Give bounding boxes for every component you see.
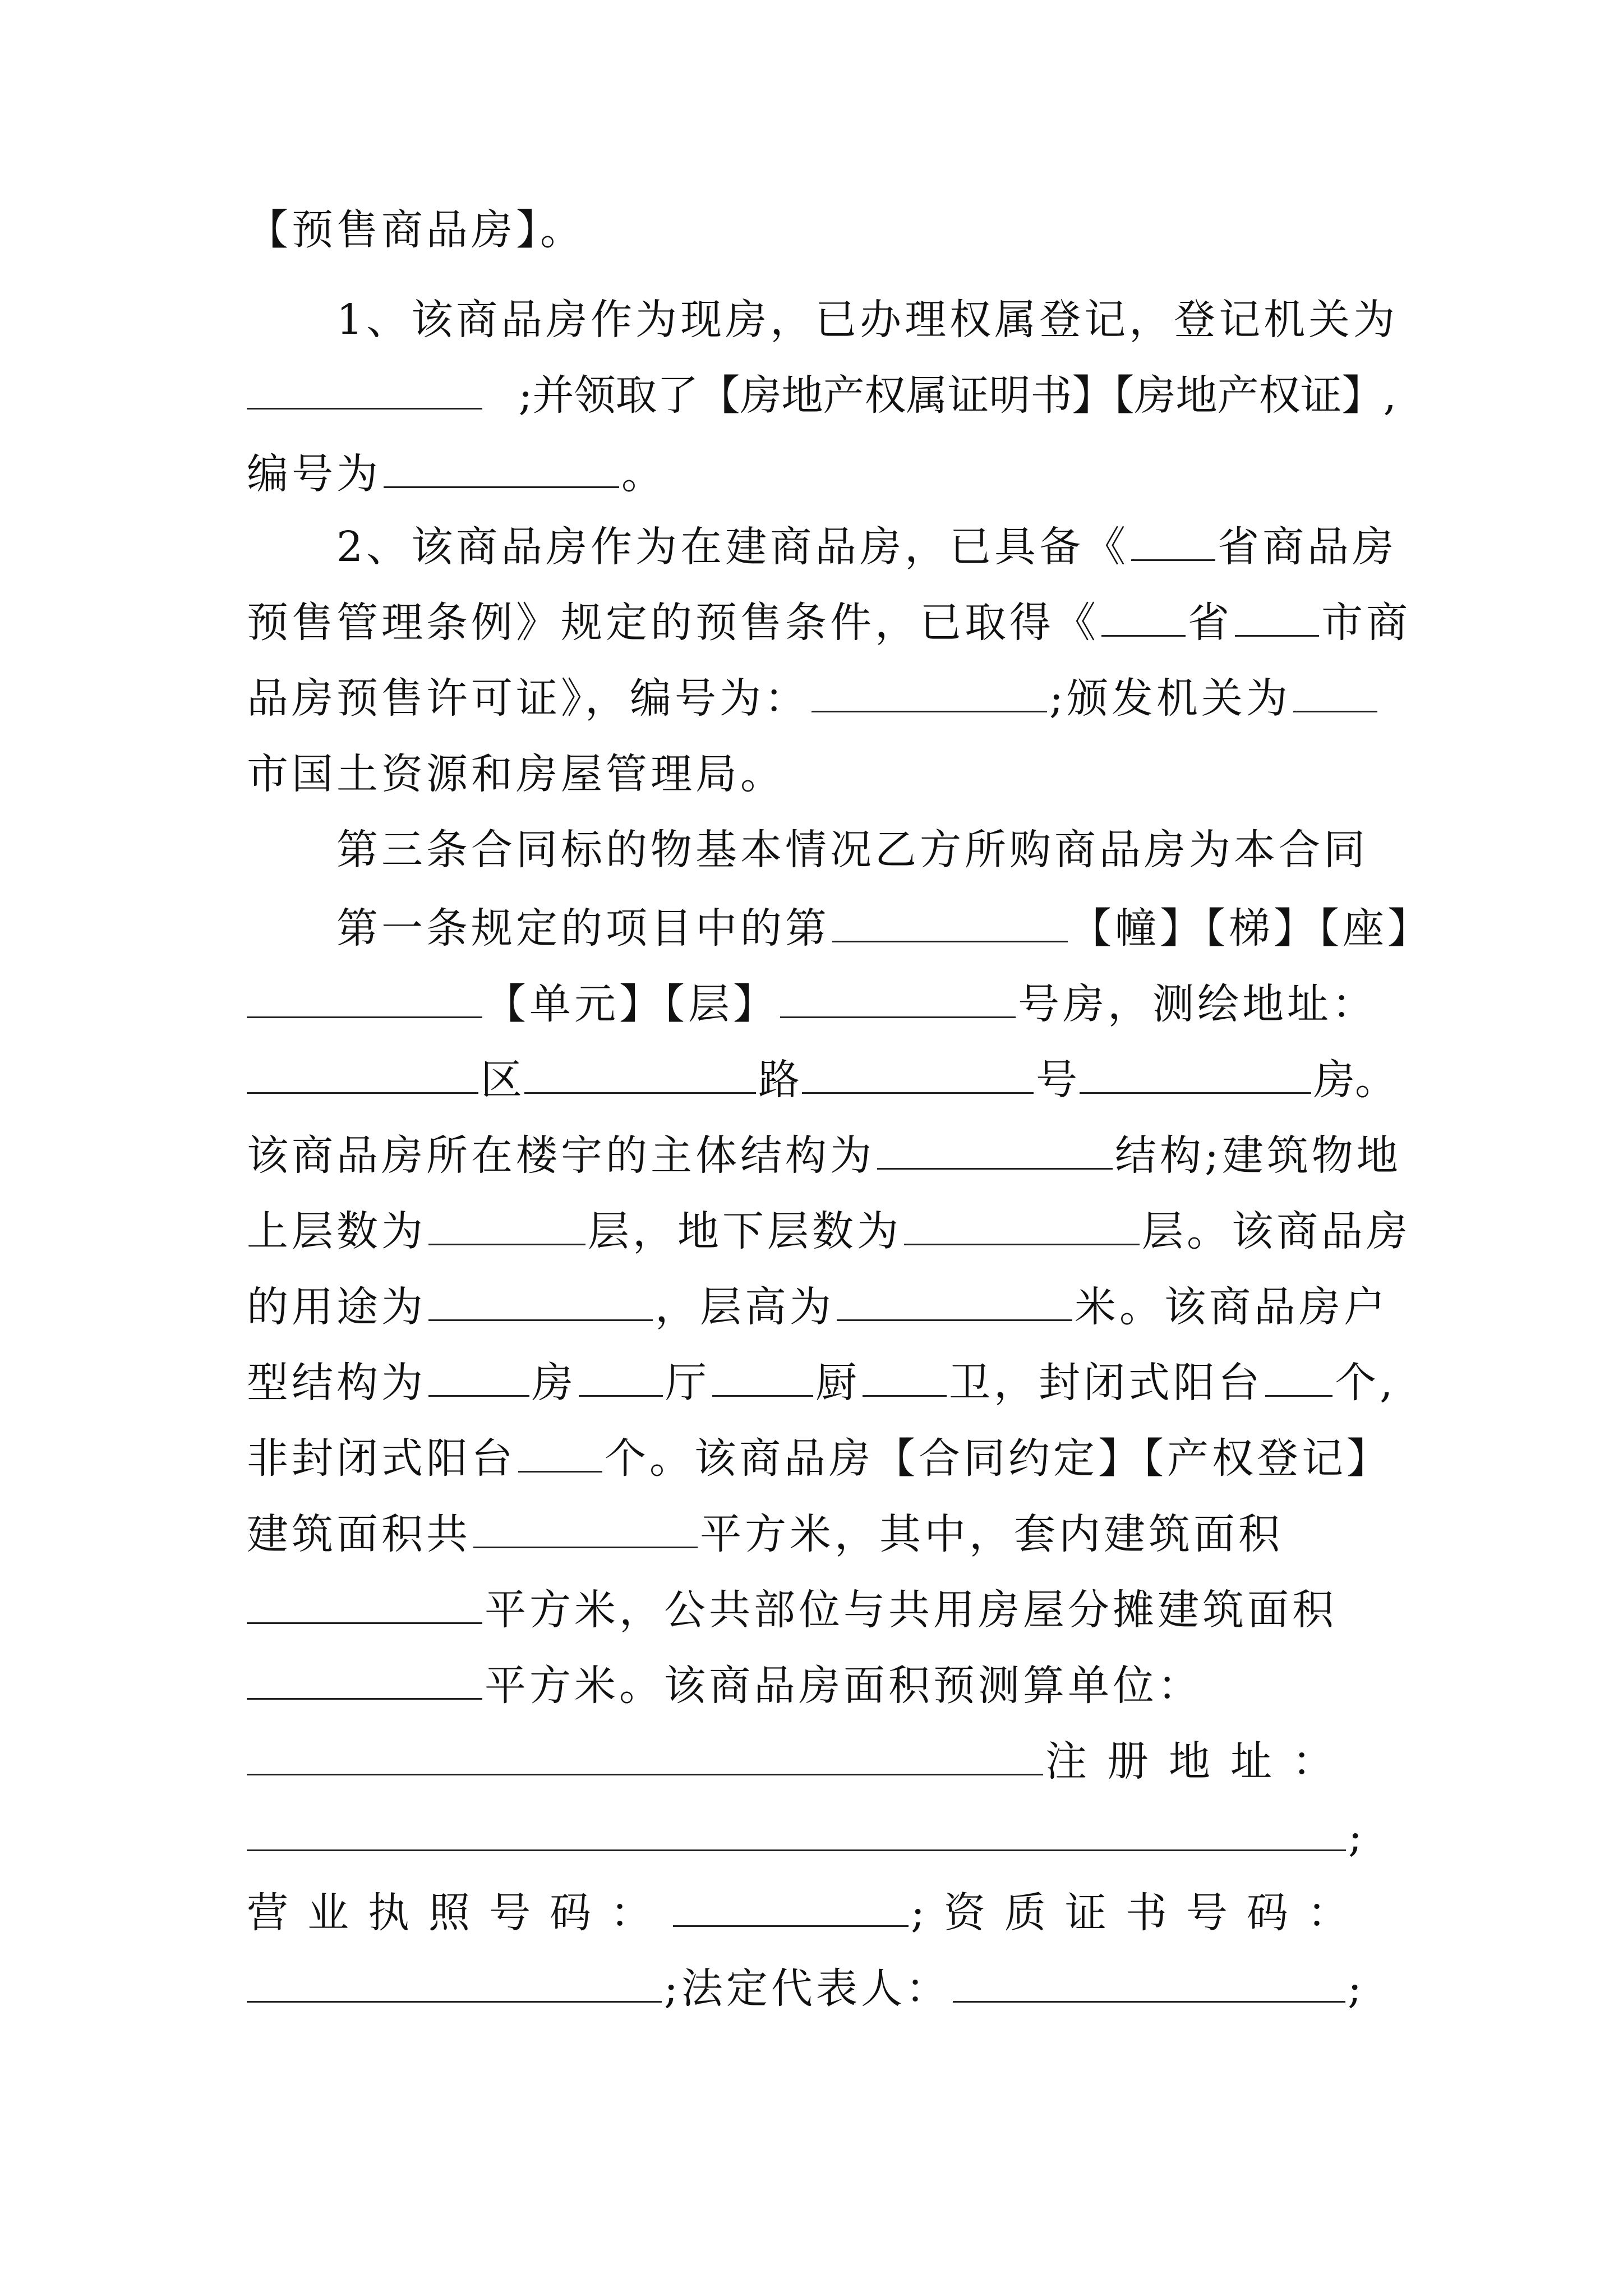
- fill-blank: [247, 374, 482, 409]
- fill-blank: [1080, 1059, 1311, 1094]
- fill-blank: [247, 1816, 1346, 1851]
- fill-blank: [524, 1059, 756, 1094]
- fill-blank: [1131, 526, 1215, 561]
- fill-blank: [673, 1892, 909, 1927]
- text-line: 编号为 。: [247, 450, 666, 498]
- fill-blank: [780, 983, 1016, 1018]
- fill-blank: [1293, 677, 1377, 712]
- fill-blank: [247, 983, 482, 1018]
- text-line: 区 路 号 房。: [247, 1049, 1396, 1111]
- text-line: 该商品房所在楼宇的主体结构为 结构;建筑物地: [247, 1131, 1401, 1180]
- text-line: 【预售商品房】。: [247, 206, 585, 254]
- text-line: 平方米。该商品房面积预测算单位：: [247, 1655, 1396, 1717]
- text-line: 型结构为 房 厅 厨 卫，封闭式阳台 个,: [247, 1359, 1396, 1407]
- fill-blank: [877, 1134, 1113, 1170]
- fill-blank: [428, 1210, 585, 1245]
- text-line: 第三条合同标的物基本情况乙方所购商品房为本合同: [336, 826, 1368, 874]
- text-line: 品房预售许可证》，编号为： ;颁发机关为: [247, 668, 1396, 729]
- fill-blank: [1265, 1361, 1332, 1397]
- text-line: 预售管理条例》规定的预售条件，已取得《 省 市商: [247, 599, 1411, 647]
- fill-blank: [811, 677, 1047, 712]
- fill-blank: [863, 1361, 947, 1397]
- fill-blank: [837, 1286, 1072, 1321]
- fill-blank: [247, 1967, 662, 2003]
- fill-blank: [904, 1210, 1140, 1245]
- text-line: 非封闭式阳台 个。该商品房【合同约定】【产权登记】: [247, 1434, 1391, 1483]
- text-line: 市国土资源和房屋管理局。: [247, 750, 785, 798]
- fill-blank: [384, 453, 619, 488]
- fill-blank: [802, 1059, 1034, 1094]
- text-line: 建筑面积共 平方米，其中，套内建筑面积: [247, 1510, 1283, 1558]
- fill-blank: [1101, 601, 1186, 637]
- fill-blank: [247, 1664, 482, 1700]
- fill-blank: [428, 1286, 653, 1321]
- text-line: ;并领取了【房地产权属证明书】【房地产权证】,: [247, 365, 1396, 426]
- text-line: 注册地址：: [247, 1731, 1396, 1792]
- fill-blank: [953, 1967, 1345, 2003]
- fill-blank: [247, 1059, 478, 1094]
- fill-blank: [428, 1361, 529, 1397]
- text-line: 上层数为 层，地下层数为 层。该商品房: [247, 1207, 1411, 1255]
- text-line: 1、该商品房作为现房，已办理权属登记，登记机关为: [336, 296, 1399, 344]
- text-line: ;法定代表人： ;: [247, 1958, 1396, 2019]
- text-line: 营业执照号码： ;资质证书号码：: [247, 1889, 1368, 1937]
- text-line: ;: [247, 1806, 1396, 1868]
- fill-blank: [712, 1361, 813, 1397]
- fill-blank: [1235, 601, 1319, 637]
- text-line: 平方米，公共部位与共用房屋分摊建筑面积: [247, 1579, 1396, 1641]
- text-line: 2、该商品房作为在建商品房，已具备《 省商品房: [336, 523, 1398, 571]
- fill-blank: [247, 1589, 482, 1624]
- text-line: 的用途为 ，层高为 米。该商品房户: [247, 1283, 1389, 1331]
- fill-blank: [473, 1513, 698, 1548]
- text-line: 【单元】【层】 号房，测绘地址：: [247, 973, 1396, 1035]
- fill-blank: [579, 1361, 663, 1397]
- fill-blank: [247, 1740, 1043, 1775]
- text-line: 第一条规定的项目中的第 【幢】【梯】【座】: [336, 904, 1432, 953]
- fill-blank: [518, 1437, 602, 1473]
- fill-blank: [832, 907, 1068, 942]
